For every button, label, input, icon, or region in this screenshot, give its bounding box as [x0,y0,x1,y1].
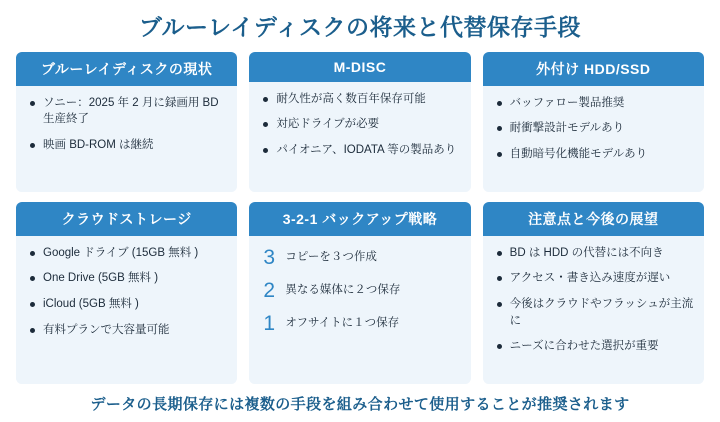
list-item: バッファロー製品推奨 [495,95,694,112]
list-item: アクセス・書き込み速度が遅い [495,270,694,287]
card-body [483,86,704,192]
list-item: iCloud (5GB 無料 ) [28,296,227,313]
bullet-list [28,95,227,154]
bullet-list [28,245,227,339]
list-item: ソニー：2025 年 2 月に録画用 BD 生産終了 [28,95,227,128]
list-item: 今後はクラウドやフラッシュが主流に [495,296,694,329]
card-mdisc [249,52,470,192]
step-number: 3 [263,245,276,269]
list-item: BD は HDD の代替には不向き [495,245,694,262]
card-notes-outlook [483,202,704,384]
list-item: 自動暗号化機能モデルあり [495,146,694,163]
list-item: 対応ドライブが必要 [261,116,460,133]
page-title: ブルーレイディスクの将来と代替保存手段 [138,14,582,40]
list-item: ニーズに合わせた選択が重要 [495,338,694,355]
list-item: One Drive (5GB 無料 ) [28,270,227,287]
footer-note: データの長期保存には複数の手段を組み合わせて使用することが推奨されます [90,396,630,413]
step-text: コピーを３つ作成 [285,251,377,264]
numbered-list [261,245,460,334]
list-item [263,280,460,301]
list-item: 映画 BD-ROM は継続 [28,137,227,154]
card-body [483,236,704,384]
card-header: 外付け HDD/SSD [483,52,704,86]
card-cloud-storage [16,202,237,384]
card-body [249,236,470,384]
list-item: Google ドライブ (15GB 無料 ) [28,245,227,262]
bullet-list [495,95,694,163]
card-321-backup-strategy [249,202,470,384]
card-body [16,86,237,192]
list-item [263,313,460,334]
bullet-list [495,245,694,355]
card-bluray-status [16,52,237,192]
card-body [16,236,237,384]
list-item [263,247,460,268]
card-header: クラウドストレージ [16,202,237,236]
step-text: 異なる媒体に２つ保存 [285,284,401,297]
list-item: 有料プランで大容量可能 [28,322,227,339]
card-header: 3-2-1 バックアップ戦略 [249,202,470,236]
bullet-list [261,91,460,159]
step-number: 2 [263,278,276,302]
card-grid [16,52,704,384]
step-number: 1 [263,311,276,335]
card-body [249,82,470,192]
list-item: パイオニア、IODATA 等の製品あり [261,142,460,159]
card-external-hdd-ssd [483,52,704,192]
step-text: オフサイトに１つ保存 [285,317,400,330]
card-header: M-DISC [249,52,470,82]
card-header: 注意点と今後の展望 [483,202,704,236]
list-item: 耐久性が高く数百年保存可能 [261,91,460,108]
card-header: ブルーレイディスクの現状 [16,52,237,86]
list-item: 耐衝撃設計モデルあり [495,120,694,137]
